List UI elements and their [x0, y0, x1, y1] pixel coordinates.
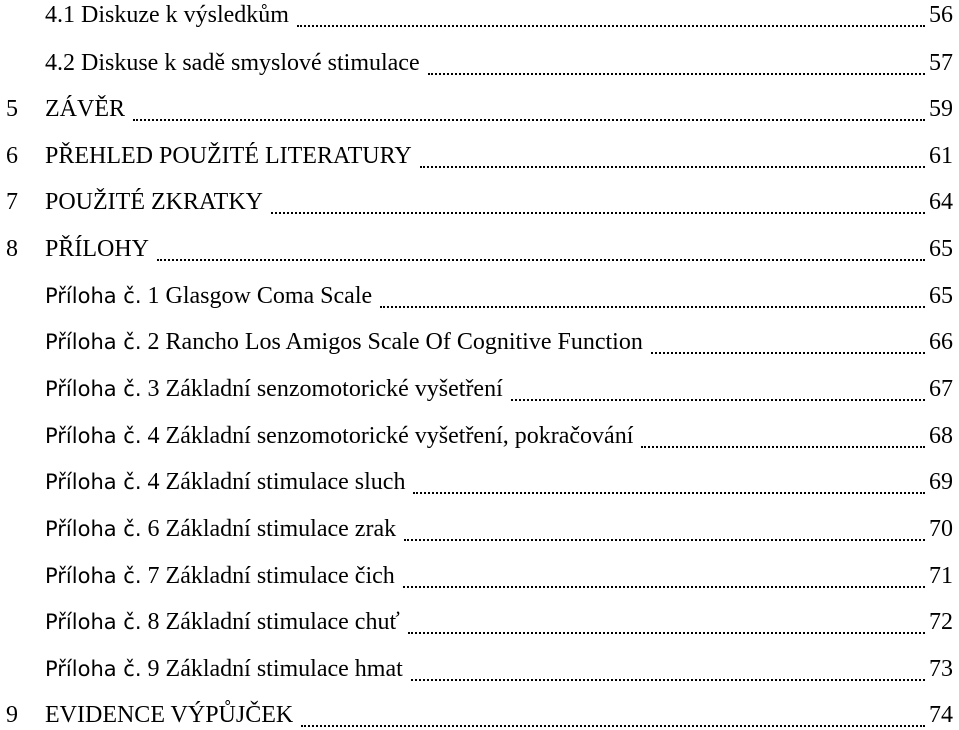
toc-entry-title: [45, 561, 395, 591]
toc-entry-page: 74: [929, 702, 953, 728]
toc-entry-title-prefix: Příloha č.: [45, 330, 142, 354]
toc-entry-title: [45, 654, 403, 684]
toc-entry-title-rest: 2 Rancho Los Amigos Scale Of Cognitive Function: [141, 329, 643, 355]
toc-entry-title: PŘÍLOHY: [45, 236, 150, 262]
toc-entry-title-prefix: Příloha č.: [45, 377, 142, 401]
toc-entry[interactable]: [0, 0, 959, 30]
toc-entry-title-rest: 1 Glasgow Coma Scale: [141, 283, 373, 309]
toc-entry-leader: [428, 48, 925, 78]
toc-entry-page: 56: [929, 2, 953, 28]
toc-entry[interactable]: [0, 281, 959, 311]
toc-entry-leader: [380, 281, 925, 311]
toc-entry-title-prefix: Příloha č.: [45, 657, 142, 681]
toc-entry[interactable]: [0, 607, 959, 637]
toc-entry-page: 71: [929, 563, 953, 589]
toc-entry-title: POUŽITÉ ZKRATKY: [45, 189, 263, 215]
toc-entry[interactable]: [0, 327, 959, 357]
toc-entry-title-prefix: Příloha č.: [45, 284, 142, 308]
toc-entry-title: [45, 514, 396, 544]
toc-entry-leader: [411, 654, 925, 684]
toc-entry-title: ZÁVĚR: [45, 96, 125, 122]
toc-entry-number: 5: [6, 96, 18, 122]
toc-entry[interactable]: [0, 94, 959, 124]
toc-entry-page: 67: [929, 376, 953, 402]
toc-entry[interactable]: [0, 234, 959, 264]
toc-entry-leader: [133, 94, 925, 124]
toc-entry-leader: [408, 607, 925, 637]
toc-entry-leader: [157, 234, 925, 264]
toc-entry-leader: [651, 327, 925, 357]
toc-entry-title: [45, 374, 503, 404]
toc-entry-title: EVIDENCE VÝPŮJČEK: [45, 702, 294, 728]
toc-entry-page: 73: [929, 656, 953, 682]
toc-entry-title-rest: 9 Základní stimulace hmat: [141, 656, 403, 682]
toc-entry-title: [45, 467, 405, 497]
toc-entry-number: 7: [6, 189, 18, 215]
toc-entry-leader: [404, 514, 925, 544]
toc-entry-leader: [297, 0, 925, 30]
toc-entry-title: [45, 421, 633, 451]
toc-entry-page: 72: [929, 609, 953, 635]
toc-entry-title-prefix: Příloha č.: [45, 470, 142, 494]
toc-entry-leader: [641, 421, 925, 451]
toc-entry[interactable]: [0, 48, 959, 78]
toc-entry-leader: [271, 187, 925, 217]
toc-entry-leader: [511, 374, 925, 404]
toc-entry-number: 9: [6, 702, 18, 728]
toc-entry[interactable]: [0, 467, 959, 497]
toc-entry-title-rest: 4 Základní stimulace sluch: [141, 469, 406, 495]
toc-entry-title-prefix: Příloha č.: [45, 517, 142, 541]
toc-entry[interactable]: [0, 421, 959, 451]
toc-entry[interactable]: [0, 654, 959, 684]
toc-entry-title-prefix: Příloha č.: [45, 564, 142, 588]
toc-entry-title: PŘEHLED POUŽITÉ LITERATURY: [45, 143, 412, 169]
toc-entry-title: [45, 281, 372, 311]
toc-entry-title-rest: 7 Základní stimulace čich: [141, 563, 395, 589]
toc-entry-title-rest: 3 Základní senzomotorické vyšetření: [141, 376, 503, 402]
toc-entry-title-rest: 4 Základní senzomotorické vyšetření, pokračování: [141, 423, 634, 449]
toc-entry-leader: [420, 141, 925, 171]
toc-entry-page: 69: [929, 469, 953, 495]
toc-entry-page: 59: [929, 96, 953, 122]
toc-entry-page: 68: [929, 423, 953, 449]
toc-entry-title: [45, 327, 643, 357]
toc-entry-title-rest: 8 Základní stimulace chuť: [141, 609, 400, 635]
toc-entry-page: 64: [929, 189, 953, 215]
toc-entry-title: 4.1 Diskuze k výsledkům: [45, 2, 289, 28]
toc-entry-page: 66: [929, 329, 953, 355]
toc-entry-page: 70: [929, 516, 953, 542]
toc-entry-page: 65: [929, 283, 953, 309]
toc-entry-leader: [413, 467, 925, 497]
toc-entry-title: [45, 607, 400, 637]
toc-entry-title-prefix: Příloha č.: [45, 424, 142, 448]
toc-entry-page: 61: [929, 143, 953, 169]
toc-entry[interactable]: [0, 187, 959, 217]
toc-entry[interactable]: [0, 141, 959, 171]
toc-entry-leader: [403, 561, 925, 591]
toc-entry[interactable]: [0, 374, 959, 404]
toc-entry[interactable]: [0, 514, 959, 544]
toc-entry-page: 57: [929, 50, 953, 76]
toc-entry-number: 6: [6, 143, 18, 169]
toc-entry[interactable]: [0, 561, 959, 591]
toc-entry-title: 4.2 Diskuse k sadě smyslové stimulace: [45, 50, 420, 76]
toc-entry-title-rest: 6 Základní stimulace zrak: [141, 516, 397, 542]
toc-entry-number: 8: [6, 236, 18, 262]
toc-entry-title-prefix: Příloha č.: [45, 610, 142, 634]
toc-entry-page: 65: [929, 236, 953, 262]
